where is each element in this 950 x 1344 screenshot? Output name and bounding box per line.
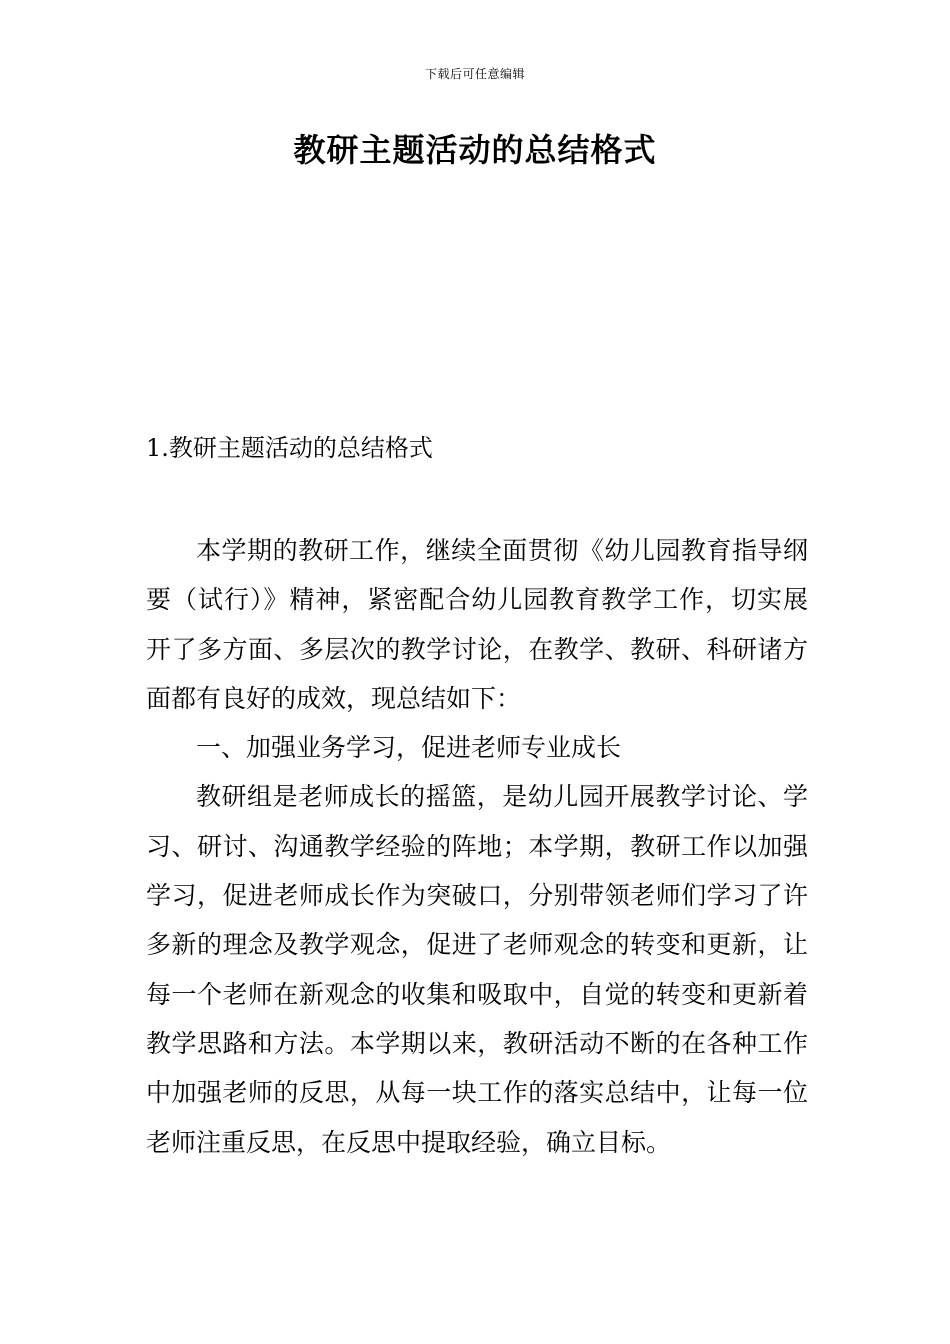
header-note: 下载后可任意编辑 xyxy=(424,67,525,81)
body-paragraph-main: 教研组是老师成长的摇篮，是幼儿园开展教学讨论、学习、研讨、沟通教学经验的阵地；本学期，教研工作以加强学习，促进老师成长作为突破口，分别带领老师们学习了许多新的理念及教学观念，促进了老师观念的转变和更新，让每一个老师在新观念的收集和吸取中，自觉的转变和更新着教学思路和方法。本学期以来，教研活动不断的在各种工作中加强老师的反思，从每一块工作的落实总结中，让每一位老师注重反思，在反思中提取经验，确立目标。 xyxy=(146,782,808,1157)
document-body xyxy=(146,526,808,1167)
section-heading: 1.教研主题活动的总结格式 xyxy=(146,434,433,462)
body-paragraph-intro: 本学期的教研工作，继续全面贯彻《幼儿园教育指导纲要（试行）》精神，紧密配合幼儿园教育教学工作，切实展开了多方面、多层次的教学讨论，在教学、教研、科研诸方面都有良好的成效，现总结如下： xyxy=(146,536,808,713)
document-title: 教研主题活动的总结格式 xyxy=(293,131,657,169)
body-subheading: 一、加强业务学习，促进老师专业成长 xyxy=(196,733,622,763)
